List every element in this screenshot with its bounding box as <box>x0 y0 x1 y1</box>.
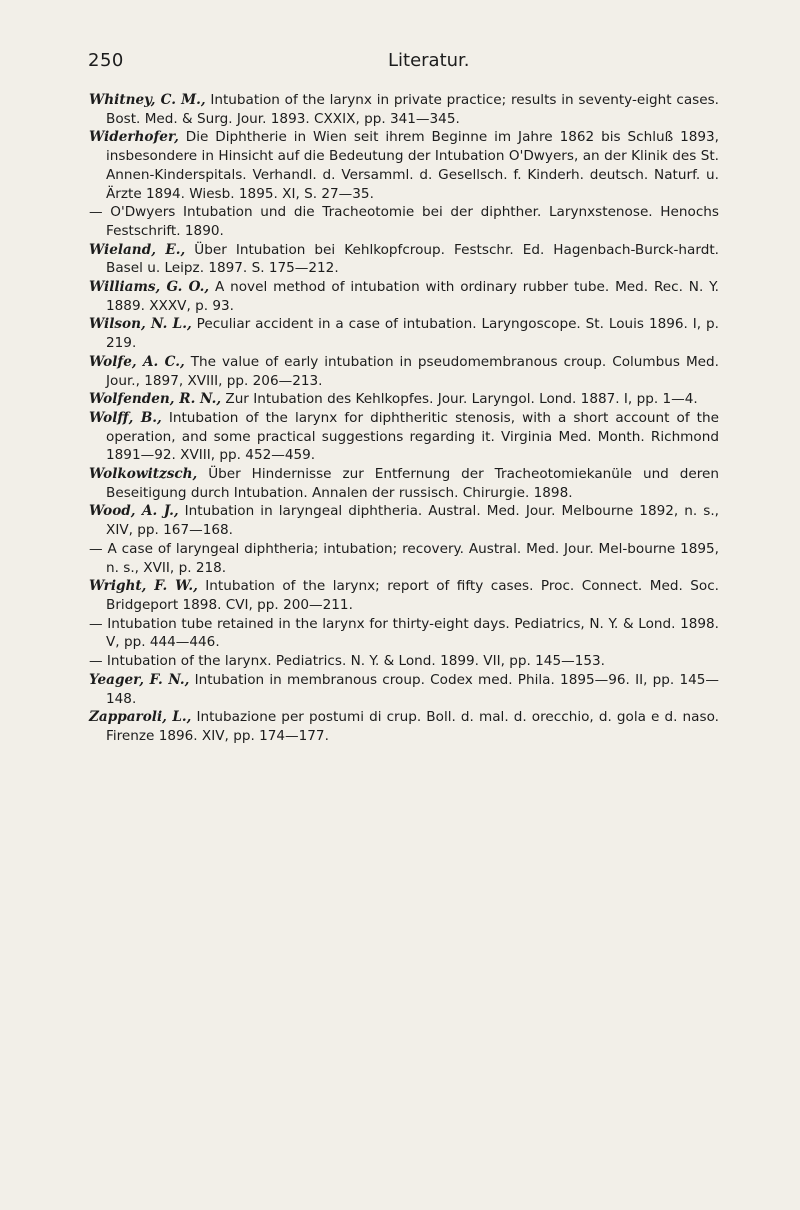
entry-author: Wood, A. J., <box>89 503 179 520</box>
bibliography-entry <box>89 465 719 502</box>
entry-author: Wilson, N. L., <box>89 316 192 333</box>
entry-author: Wolff, B., <box>89 409 162 426</box>
bibliography-entry <box>89 708 719 745</box>
entry-text: Intubation in laryngeal diphtheria. Austral. Med. Jour. Melbourne 1892, n. s., XIV, pp. 167—168. <box>106 503 720 539</box>
entry-text: The value of early intubation in pseudomembranous croup. Columbus Med. Jour., 1897, XVIII, pp. 206—213. <box>106 353 719 389</box>
entry-author: Wolkowitzsch, <box>89 466 198 483</box>
entry-text: Zur Intubation des Kehlkopfes. Jour. Laryngol. Lond. 1887. I, pp. 1—4. <box>221 391 698 408</box>
entry-text: Über Intubation bei Kehlkopfcroup. Festschr. Ed. Hagenbach-Burck-hardt. Basel u. Leipz. 1897. S. 175—212. <box>106 241 719 277</box>
entry-text: Die Diphtherie in Wien seit ihrem Beginne im Jahre 1862 bis Schluß 1893, insbesondere in Hinsicht auf die Bedeutung der Intubation O'Dwyers, an der Klinik des St. Annen-Kinderspitals. Verhandl. d. Versamml. d. Gesellsch. f. Kinderh. deutsch. Naturf. u. Ärzte 1894. Wiesb. 1895. XI, S. 27—35. <box>106 129 719 202</box>
entry-author: Williams, G. O., <box>89 279 210 296</box>
entry-text: Intubation of the larynx; report of fifty cases. Proc. Connect. Med. Soc. Bridgeport 1898. CVI, pp. 200—211. <box>106 578 719 613</box>
bibliography-entry <box>89 353 719 390</box>
entry-text: — Intubation tube retained in the larynx for thirty-eight days. Pediatrics, N. Y. & Lond. 1898. V, pp. 444—446. <box>89 615 719 651</box>
running-head <box>88 50 712 76</box>
entry-author: Zapparoli, L., <box>89 709 192 726</box>
entry-author: Wolfenden, R. N., <box>89 391 222 408</box>
bibliography-entry <box>89 671 719 708</box>
entry-text: Peculiar accident in a case of intubation. Laryngoscope. St. Louis 1896. I, p. 219. <box>106 316 719 352</box>
page-number: 250 <box>88 50 124 71</box>
entry-author: Yeager, F. N., <box>89 671 190 688</box>
entry-author: Wieland, E., <box>89 241 186 258</box>
bibliography-entry <box>89 315 719 352</box>
entry-text: Intubation in membranous croup. Codex med. Phila. 1895—96. II, pp. 145—148. <box>106 671 720 707</box>
entry-text: Intubation of the larynx in private practice; results in seventy-eight cases. Bost. Med. & Surg. Jour. 1893. CXXIX, pp. 341—345. <box>106 92 719 127</box>
entry-author: Whitney, C. M., <box>89 92 206 108</box>
bibliography-entry <box>89 390 719 409</box>
entry-text: A novel method of intubation with ordinary rubber tube. Med. Rec. N. Y. 1889. XXXV, p. 93. <box>106 279 719 314</box>
entry-author: Wolfe, A. C., <box>89 353 185 370</box>
entry-text: — A case of laryngeal diphtheria; intubation; recovery. Austral. Med. Jour. Mel-bourne 1895, n. s., XVII, p. 218. <box>89 540 719 576</box>
bibliography-entry <box>89 278 719 315</box>
bibliography-entry <box>89 502 719 539</box>
bibliography-entry <box>89 241 719 278</box>
entry-author: Widerhofer, <box>89 129 179 146</box>
bibliography-entry <box>89 652 719 671</box>
bibliography-list <box>89 91 719 746</box>
entry-text: Intubation of the larynx for diphtheritic stenosis, with a short account of the operation, and some practical suggestions regarding it. Virginia Med. Month. Richmond 1891—92. XVIII, pp. 452—459. <box>106 409 719 464</box>
bibliography-entry <box>89 615 719 652</box>
bibliography-entry <box>89 203 719 240</box>
entry-text: — Intubation of the larynx. Pediatrics. N. Y. & Lond. 1899. VII, pp. 145—153. <box>89 653 605 670</box>
bibliography-entry <box>89 577 719 614</box>
bibliography-entry <box>89 91 719 128</box>
entry-text: Intubazione per postumi di crup. Boll. d. mal. d. orecchio, d. gola e d. naso. Firenze 1896. XIV, pp. 174—177. <box>106 709 719 744</box>
section-title: Literatur. <box>388 50 470 71</box>
entry-author: Wright, F. W., <box>89 578 198 595</box>
bibliography-entry <box>89 409 719 465</box>
bibliography-entry <box>89 128 719 203</box>
entry-text: — O'Dwyers Intubation und die Tracheotomie bei der diphther. Larynxstenose. Henochs Festschrift. 1890. <box>89 204 719 239</box>
bibliography-entry <box>89 540 719 577</box>
entry-text: Über Hindernisse zur Entfernung der Tracheotomiekanüle und deren Beseitigung durch Intubation. Annalen der russisch. Chirurgie. 1898. <box>106 466 719 501</box>
